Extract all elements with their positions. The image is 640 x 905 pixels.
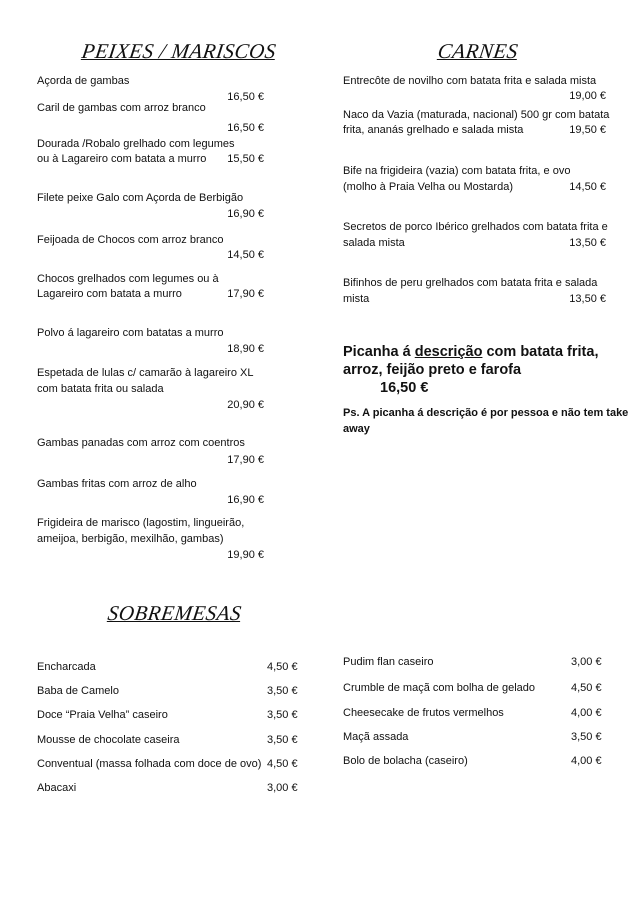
picanha-pre: Picanha á — [343, 344, 415, 360]
menu-item-name: frita, ananás grelhado e salada mista — [343, 124, 524, 136]
menu-item-price: 18,90 € — [227, 343, 264, 355]
picanha-note: Ps. A picanha á descrição é por pessoa e não tem take — [343, 407, 629, 419]
dessert-price: 4,50 € — [267, 758, 298, 770]
dessert-price: 4,00 € — [571, 755, 602, 767]
dessert-name: Baba de Camelo — [37, 685, 119, 697]
menu-item-name: Chocos grelhados com legumes ou à — [37, 273, 219, 285]
dessert-price: 4,50 € — [267, 661, 298, 673]
section-title-sobremesas: SOBREMESAS — [106, 601, 243, 625]
menu-item-price: 17,90 € — [227, 454, 264, 466]
dessert-name: Abacaxi — [37, 782, 77, 794]
menu-item-price: 19,00 € — [569, 90, 606, 102]
menu-item-name: (molho à Praia Velha ou Mostarda) — [343, 181, 513, 193]
dessert-name: Mousse de chocolate caseira — [37, 734, 180, 746]
dessert-price: 3,50 € — [267, 685, 298, 697]
menu-item-price: 14,50 € — [569, 181, 606, 193]
menu-item-price: 16,90 € — [227, 208, 264, 220]
menu-item-name: Espetada de lulas c/ camarão à lagareiro XL — [37, 367, 254, 379]
menu-item-name: Bife na frigideira (vazia) com batata frita, e ovo — [343, 165, 571, 177]
menu-item-name: salada mista — [343, 237, 405, 249]
dessert-price: 3,00 € — [267, 782, 298, 794]
dessert-name: Bolo de bolacha (caseiro) — [343, 755, 468, 767]
menu-item-price: 20,90 € — [227, 399, 264, 411]
dessert-name: Encharcada — [37, 661, 96, 673]
dessert-price: 3,50 € — [267, 734, 298, 746]
dessert-name: Conventual (massa folhada com doce de ovo) — [37, 758, 262, 770]
dessert-name: Doce “Praia Velha” caseiro — [37, 709, 168, 721]
picanha-post: com batata frita, — [482, 344, 599, 360]
menu-item-name: ou à Lagareiro com batata a murro — [37, 153, 207, 165]
menu-item-name: Lagareiro com batata a murro — [37, 288, 182, 300]
dessert-price: 4,00 € — [571, 707, 602, 719]
menu-item-price: 16,50 € — [227, 122, 264, 134]
menu-item-price: 16,90 € — [227, 494, 264, 506]
menu-item-name: Naco da Vazia (maturada, nacional) 500 gr com batata — [343, 109, 610, 121]
menu-item-name: Polvo á lagareiro com batatas a murro — [37, 327, 224, 339]
menu-item-name: Feijoada de Chocos com arroz branco — [37, 234, 224, 246]
menu-item-price: 17,90 € — [227, 288, 264, 300]
menu-item-name: ameijoa, berbigão, mexilhão, gambas) — [37, 533, 224, 545]
menu-item-name: Gambas panadas com arroz com coentros — [37, 437, 245, 449]
menu-item-name: Gambas fritas com arroz de alho — [37, 478, 197, 490]
menu-item-name: Dourada /Robalo grelhado com legumes — [37, 138, 235, 150]
menu-item-name: Entrecôte de novilho com batata frita e salada mista — [343, 75, 597, 87]
dessert-name: Crumble de maçã com bolha de gelado — [343, 682, 536, 694]
menu-item-price: 13,50 € — [569, 237, 606, 249]
picanha-note: away — [343, 423, 370, 435]
section-title-carnes: CARNES — [436, 39, 520, 63]
picanha-price: 16,50 € — [380, 380, 429, 396]
dessert-name: Cheesecake de frutos vermelhos — [343, 707, 504, 719]
menu-item-price: 19,90 € — [227, 549, 264, 561]
dessert-price: 3,50 € — [571, 731, 602, 743]
dessert-name: Pudim flan caseiro — [343, 656, 434, 668]
picanha-underlined: descrição — [414, 344, 483, 360]
picanha-line2: arroz, feijão preto e farofa — [343, 362, 522, 378]
menu-item-name: Bifinhos de peru grelhados com batata frita e salada — [343, 277, 598, 289]
menu-item-price: 16,50 € — [227, 91, 264, 103]
menu-item-name: com batata frita ou salada — [37, 383, 164, 395]
menu-item-price: 14,50 € — [227, 249, 264, 261]
dessert-price: 3,50 € — [267, 709, 298, 721]
menu-item-price: 19,50 € — [569, 124, 606, 136]
menu-item-name: Frigideira de marisco (lagostim, lingueirão, — [37, 517, 245, 529]
menu-item-price: 15,50 € — [227, 153, 264, 165]
menu-item-name: Caril de gambas com arroz branco — [37, 102, 206, 114]
menu-item-price: 13,50 € — [569, 293, 606, 305]
menu-item-name: mista — [343, 293, 370, 305]
menu-item-name: Filete peixe Galo com Açorda de Berbigão — [37, 192, 244, 204]
dessert-name: Maçã assada — [343, 731, 409, 743]
menu-item-name: Secretos de porco Ibérico grelhados com batata frita e — [343, 221, 608, 233]
menu-item-name: Açorda de gambas — [37, 75, 130, 87]
picanha-line1 — [343, 343, 598, 361]
dessert-price: 4,50 € — [571, 682, 602, 694]
dessert-price: 3,00 € — [571, 656, 602, 668]
section-title-peixes: PEIXES / MARISCOS — [80, 39, 278, 63]
